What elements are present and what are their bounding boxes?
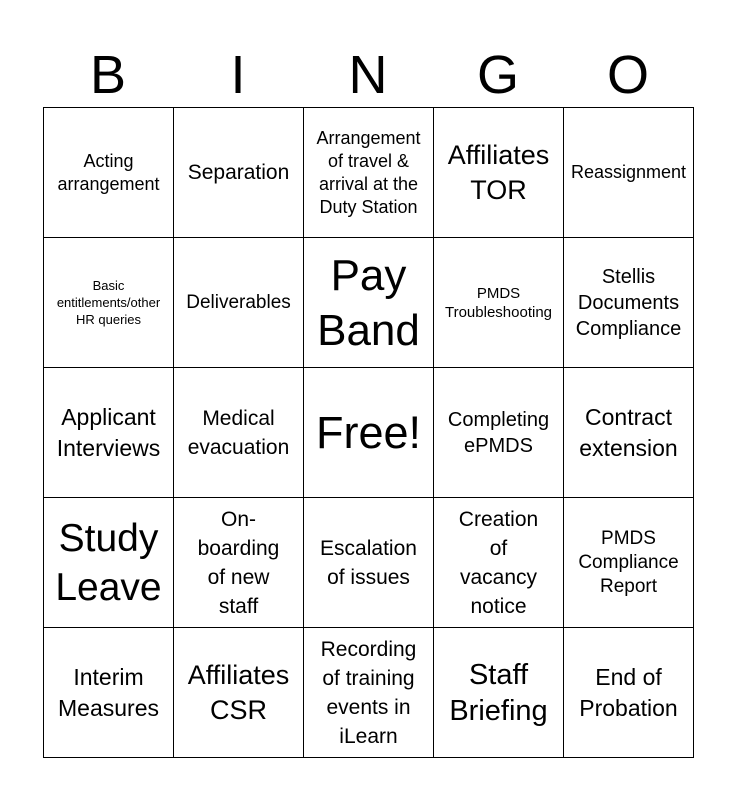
cell-text: Separation (187, 161, 290, 184)
cell-text: Completing ePMDS (447, 408, 550, 457)
cell-text: Medical evacuation (187, 406, 290, 459)
cell-text: Reassignment (570, 162, 687, 182)
header-letter-b: B (89, 45, 127, 105)
bingo-cell[interactable] (434, 368, 564, 498)
cell-text: Acting arrangement (57, 150, 160, 194)
cell-text: Creation of vacancy notice (458, 507, 539, 618)
cell-text: Affiliates CSR (187, 659, 290, 725)
bingo-cell[interactable] (564, 628, 694, 758)
bingo-cell[interactable] (174, 628, 304, 758)
header-letter-g: G (476, 45, 519, 105)
bingo-cell[interactable] (44, 498, 174, 628)
cell-text: Interim Measures (58, 663, 159, 721)
bingo-cell[interactable] (174, 368, 304, 498)
bingo-cell[interactable] (304, 238, 434, 368)
header-letter-o: O (606, 45, 649, 105)
bingo-cell[interactable] (174, 108, 304, 238)
bingo-cell[interactable] (434, 238, 564, 368)
bingo-cell[interactable] (304, 628, 434, 758)
bingo-cell[interactable] (434, 108, 564, 238)
cell-text: Contract extension (579, 403, 678, 461)
bingo-cell[interactable] (174, 498, 304, 628)
bingo-cell[interactable] (564, 368, 694, 498)
free-space-text: Free! (315, 406, 422, 458)
cell-text: Pay Band (317, 250, 420, 355)
cell-text: PMDS Troubleshooting (444, 284, 552, 321)
bingo-cell[interactable] (564, 238, 694, 368)
bingo-cell[interactable] (434, 498, 564, 628)
cell-text: Deliverables (186, 291, 291, 313)
cell-text: On-boarding of new staff (197, 507, 280, 618)
bingo-cell[interactable] (44, 108, 174, 238)
bingo-cell[interactable] (434, 628, 564, 758)
cell-text: Applicant Interviews (56, 403, 161, 461)
bingo-card-grid (43, 107, 694, 758)
cell-text: PMDS Compliance Report (578, 527, 679, 597)
cell-text: End of Probation (579, 663, 678, 721)
cell-text: Basic entitlements/other HR queries (56, 278, 161, 327)
bingo-cell[interactable] (304, 108, 434, 238)
cell-text: Escalation of issues (320, 536, 417, 589)
header-letter-n: N (348, 45, 388, 105)
bingo-cell[interactable] (44, 628, 174, 758)
bingo-cell[interactable] (304, 498, 434, 628)
cell-text: Study Leave (55, 516, 162, 609)
cell-text: Affiliates TOR (447, 139, 550, 205)
cell-text: Arrangement of travel & arrival at the Duty Station (316, 127, 421, 217)
header-letter-i: I (230, 45, 246, 105)
cell-text: Staff Briefing (449, 658, 548, 727)
bingo-cell[interactable] (44, 368, 174, 498)
cell-text: Stellis Documents Compliance (575, 265, 682, 340)
bingo-header (43, 44, 693, 106)
bingo-cell[interactable] (564, 498, 694, 628)
cell-text: Recording of training events in iLearn (320, 637, 417, 748)
free-space-cell[interactable] (304, 368, 434, 498)
bingo-cell[interactable] (174, 238, 304, 368)
bingo-cell[interactable] (564, 108, 694, 238)
bingo-cell[interactable] (44, 238, 174, 368)
